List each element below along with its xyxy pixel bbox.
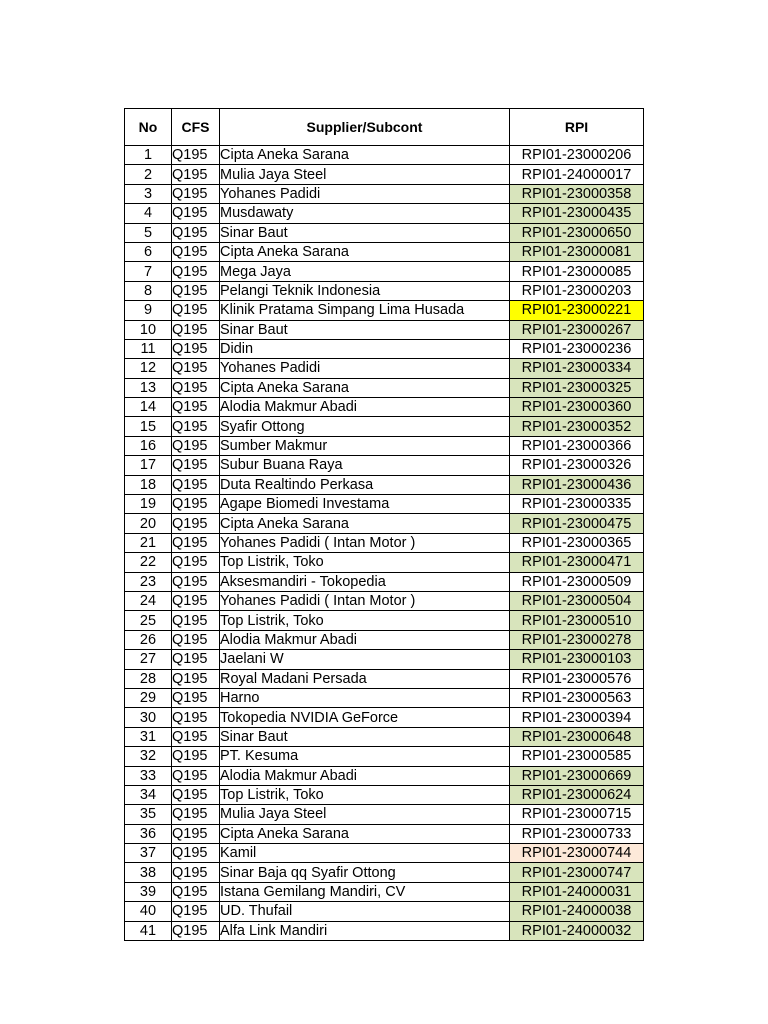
cell-cfs: Q195 [172, 417, 220, 436]
cell-cfs: Q195 [172, 863, 220, 882]
cell-cfs: Q195 [172, 650, 220, 669]
cell-no: 1 [125, 146, 172, 165]
header-row [125, 109, 644, 146]
cell-rpi: RPI01-23000504 [510, 591, 644, 610]
cell-no: 28 [125, 669, 172, 688]
cell-cfs: Q195 [172, 301, 220, 320]
cell-supplier: Royal Madani Persada [220, 669, 510, 688]
cell-rpi: RPI01-23000650 [510, 223, 644, 242]
table-row [125, 378, 644, 397]
cell-cfs: Q195 [172, 146, 220, 165]
cell-cfs: Q195 [172, 165, 220, 184]
cell-cfs: Q195 [172, 320, 220, 339]
header-rpi: RPI [510, 109, 644, 146]
cell-rpi: RPI01-23000206 [510, 146, 644, 165]
table-row [125, 533, 644, 552]
cell-supplier: PT. Kesuma [220, 747, 510, 766]
cell-cfs: Q195 [172, 747, 220, 766]
cell-no: 35 [125, 805, 172, 824]
cell-supplier: Musdawaty [220, 204, 510, 223]
cell-supplier: Pelangi Teknik Indonesia [220, 281, 510, 300]
table-row [125, 650, 644, 669]
cell-no: 11 [125, 339, 172, 358]
cell-no: 2 [125, 165, 172, 184]
cell-no: 24 [125, 591, 172, 610]
cell-cfs: Q195 [172, 339, 220, 358]
cell-rpi: RPI01-23000203 [510, 281, 644, 300]
cell-supplier: Alodia Makmur Abadi [220, 398, 510, 417]
cell-rpi: RPI01-23000085 [510, 262, 644, 281]
table-row [125, 591, 644, 610]
cell-supplier: Tokopedia NVIDIA GeForce [220, 708, 510, 727]
cell-cfs: Q195 [172, 204, 220, 223]
cell-no: 3 [125, 184, 172, 203]
table-row [125, 844, 644, 863]
cell-supplier: Top Listrik, Toko [220, 611, 510, 630]
cell-rpi: RPI01-23000510 [510, 611, 644, 630]
cell-cfs: Q195 [172, 281, 220, 300]
cell-supplier: Sinar Baja qq Syafir Ottong [220, 863, 510, 882]
cell-supplier: Yohanes Padidi ( Intan Motor ) [220, 591, 510, 610]
table-row [125, 398, 644, 417]
cell-cfs: Q195 [172, 669, 220, 688]
table-row [125, 223, 644, 242]
cell-supplier: Alodia Makmur Abadi [220, 766, 510, 785]
cell-rpi: RPI01-23000221 [510, 301, 644, 320]
cell-rpi: RPI01-23000648 [510, 727, 644, 746]
table-row [125, 824, 644, 843]
cell-rpi: RPI01-23000236 [510, 339, 644, 358]
cell-cfs: Q195 [172, 727, 220, 746]
cell-no: 36 [125, 824, 172, 843]
table-row [125, 262, 644, 281]
cell-rpi: RPI01-23000326 [510, 456, 644, 475]
cell-no: 29 [125, 688, 172, 707]
cell-no: 33 [125, 766, 172, 785]
cell-supplier: Syafir Ottong [220, 417, 510, 436]
cell-rpi: RPI01-23000747 [510, 863, 644, 882]
table-row [125, 495, 644, 514]
cell-rpi: RPI01-23000435 [510, 204, 644, 223]
cell-no: 21 [125, 533, 172, 552]
cell-cfs: Q195 [172, 398, 220, 417]
cell-cfs: Q195 [172, 533, 220, 552]
cell-rpi: RPI01-23000325 [510, 378, 644, 397]
cell-no: 7 [125, 262, 172, 281]
cell-supplier: Istana Gemilang Mandiri, CV [220, 882, 510, 901]
cell-no: 16 [125, 436, 172, 455]
cell-cfs: Q195 [172, 882, 220, 901]
cell-no: 41 [125, 921, 172, 940]
cell-supplier: Jaelani W [220, 650, 510, 669]
table-row [125, 747, 644, 766]
table-row [125, 475, 644, 494]
cell-cfs: Q195 [172, 436, 220, 455]
cell-rpi: RPI01-24000017 [510, 165, 644, 184]
cell-cfs: Q195 [172, 921, 220, 940]
cell-supplier: Harno [220, 688, 510, 707]
cell-supplier: Agape Biomedi Investama [220, 495, 510, 514]
cell-cfs: Q195 [172, 456, 220, 475]
cell-no: 31 [125, 727, 172, 746]
table-row [125, 436, 644, 455]
cell-cfs: Q195 [172, 262, 220, 281]
cell-no: 14 [125, 398, 172, 417]
table-row [125, 708, 644, 727]
cell-no: 5 [125, 223, 172, 242]
cell-rpi: RPI01-23000624 [510, 785, 644, 804]
cell-rpi: RPI01-23000358 [510, 184, 644, 203]
cell-no: 15 [125, 417, 172, 436]
cell-rpi: RPI01-23000081 [510, 242, 644, 261]
cell-no: 22 [125, 553, 172, 572]
table-row [125, 766, 644, 785]
cell-rpi: RPI01-23000563 [510, 688, 644, 707]
cell-supplier: Top Listrik, Toko [220, 785, 510, 804]
table-row [125, 417, 644, 436]
table-row [125, 359, 644, 378]
cell-supplier: Mulia Jaya Steel [220, 165, 510, 184]
cell-supplier: Cipta Aneka Sarana [220, 514, 510, 533]
cell-cfs: Q195 [172, 844, 220, 863]
cell-no: 27 [125, 650, 172, 669]
cell-no: 39 [125, 882, 172, 901]
cell-cfs: Q195 [172, 630, 220, 649]
cell-no: 18 [125, 475, 172, 494]
cell-cfs: Q195 [172, 708, 220, 727]
cell-cfs: Q195 [172, 553, 220, 572]
table-body [125, 146, 644, 941]
cell-no: 13 [125, 378, 172, 397]
cell-no: 34 [125, 785, 172, 804]
table-header [125, 109, 644, 146]
table-row [125, 902, 644, 921]
cell-rpi: RPI01-23000334 [510, 359, 644, 378]
cell-rpi: RPI01-23000103 [510, 650, 644, 669]
cell-rpi: RPI01-24000032 [510, 921, 644, 940]
table-row [125, 863, 644, 882]
cell-supplier: Kamil [220, 844, 510, 863]
cell-supplier: Yohanes Padidi [220, 359, 510, 378]
cell-no: 38 [125, 863, 172, 882]
cell-rpi: RPI01-23000576 [510, 669, 644, 688]
cell-no: 17 [125, 456, 172, 475]
table-row [125, 688, 644, 707]
table-row [125, 301, 644, 320]
table-row [125, 456, 644, 475]
cell-no: 37 [125, 844, 172, 863]
cell-cfs: Q195 [172, 475, 220, 494]
cell-no: 19 [125, 495, 172, 514]
cell-cfs: Q195 [172, 572, 220, 591]
table-row [125, 611, 644, 630]
cell-no: 25 [125, 611, 172, 630]
cell-supplier: Cipta Aneka Sarana [220, 146, 510, 165]
cell-supplier: Klinik Pratama Simpang Lima Husada [220, 301, 510, 320]
header-no: No [125, 109, 172, 146]
table-row [125, 630, 644, 649]
cell-rpi: RPI01-23000509 [510, 572, 644, 591]
cell-no: 10 [125, 320, 172, 339]
cell-no: 30 [125, 708, 172, 727]
table-row [125, 882, 644, 901]
cell-supplier: Didin [220, 339, 510, 358]
cell-cfs: Q195 [172, 378, 220, 397]
header-supplier: Supplier/Subcont [220, 109, 510, 146]
cell-supplier: Cipta Aneka Sarana [220, 242, 510, 261]
cell-rpi: RPI01-23000471 [510, 553, 644, 572]
cell-rpi: RPI01-23000715 [510, 805, 644, 824]
table-row [125, 320, 644, 339]
table-row [125, 146, 644, 165]
cell-rpi: RPI01-23000352 [510, 417, 644, 436]
cell-supplier: Sumber Makmur [220, 436, 510, 455]
cell-no: 23 [125, 572, 172, 591]
table-row [125, 553, 644, 572]
cell-supplier: Subur Buana Raya [220, 456, 510, 475]
cell-cfs: Q195 [172, 223, 220, 242]
cell-rpi: RPI01-23000436 [510, 475, 644, 494]
cell-supplier: Sinar Baut [220, 223, 510, 242]
cell-rpi: RPI01-23000335 [510, 495, 644, 514]
cell-supplier: Sinar Baut [220, 320, 510, 339]
cell-supplier: Mega Jaya [220, 262, 510, 281]
table-row [125, 572, 644, 591]
cell-supplier: Cipta Aneka Sarana [220, 378, 510, 397]
cell-cfs: Q195 [172, 359, 220, 378]
cell-cfs: Q195 [172, 785, 220, 804]
cell-rpi: RPI01-23000744 [510, 844, 644, 863]
cell-cfs: Q195 [172, 824, 220, 843]
cell-supplier: Duta Realtindo Perkasa [220, 475, 510, 494]
cell-cfs: Q195 [172, 805, 220, 824]
cell-no: 20 [125, 514, 172, 533]
cell-supplier: UD. Thufail [220, 902, 510, 921]
table-row [125, 514, 644, 533]
cell-cfs: Q195 [172, 766, 220, 785]
table-row [125, 184, 644, 203]
cell-no: 40 [125, 902, 172, 921]
cell-cfs: Q195 [172, 514, 220, 533]
cell-rpi: RPI01-23000394 [510, 708, 644, 727]
cell-rpi: RPI01-23000733 [510, 824, 644, 843]
cell-supplier: Alfa Link Mandiri [220, 921, 510, 940]
cell-rpi: RPI01-23000360 [510, 398, 644, 417]
cell-no: 26 [125, 630, 172, 649]
cell-rpi: RPI01-23000585 [510, 747, 644, 766]
cell-rpi: RPI01-23000365 [510, 533, 644, 552]
table-row [125, 204, 644, 223]
cell-supplier: Aksesmandiri - Tokopedia [220, 572, 510, 591]
cell-rpi: RPI01-23000669 [510, 766, 644, 785]
cell-cfs: Q195 [172, 242, 220, 261]
table-row [125, 921, 644, 940]
cell-supplier: Yohanes Padidi ( Intan Motor ) [220, 533, 510, 552]
cell-cfs: Q195 [172, 611, 220, 630]
cell-supplier: Mulia Jaya Steel [220, 805, 510, 824]
table-row [125, 165, 644, 184]
cell-supplier: Top Listrik, Toko [220, 553, 510, 572]
cell-cfs: Q195 [172, 688, 220, 707]
cell-supplier: Yohanes Padidi [220, 184, 510, 203]
cell-no: 32 [125, 747, 172, 766]
cell-cfs: Q195 [172, 184, 220, 203]
table-row [125, 785, 644, 804]
cell-rpi: RPI01-24000031 [510, 882, 644, 901]
cell-no: 12 [125, 359, 172, 378]
cell-rpi: RPI01-24000038 [510, 902, 644, 921]
cell-rpi: RPI01-23000278 [510, 630, 644, 649]
header-cfs: CFS [172, 109, 220, 146]
table-row [125, 339, 644, 358]
cell-rpi: RPI01-23000475 [510, 514, 644, 533]
table-row [125, 727, 644, 746]
cell-supplier: Alodia Makmur Abadi [220, 630, 510, 649]
cell-no: 8 [125, 281, 172, 300]
cell-cfs: Q195 [172, 495, 220, 514]
cell-cfs: Q195 [172, 591, 220, 610]
cell-rpi: RPI01-23000366 [510, 436, 644, 455]
table-row [125, 281, 644, 300]
cell-cfs: Q195 [172, 902, 220, 921]
cell-no: 9 [125, 301, 172, 320]
cell-supplier: Sinar Baut [220, 727, 510, 746]
cell-supplier: Cipta Aneka Sarana [220, 824, 510, 843]
table-row [125, 805, 644, 824]
table-row [125, 242, 644, 261]
supplier-rpi-table [124, 108, 644, 941]
table-row [125, 669, 644, 688]
cell-rpi: RPI01-23000267 [510, 320, 644, 339]
cell-no: 6 [125, 242, 172, 261]
cell-no: 4 [125, 204, 172, 223]
